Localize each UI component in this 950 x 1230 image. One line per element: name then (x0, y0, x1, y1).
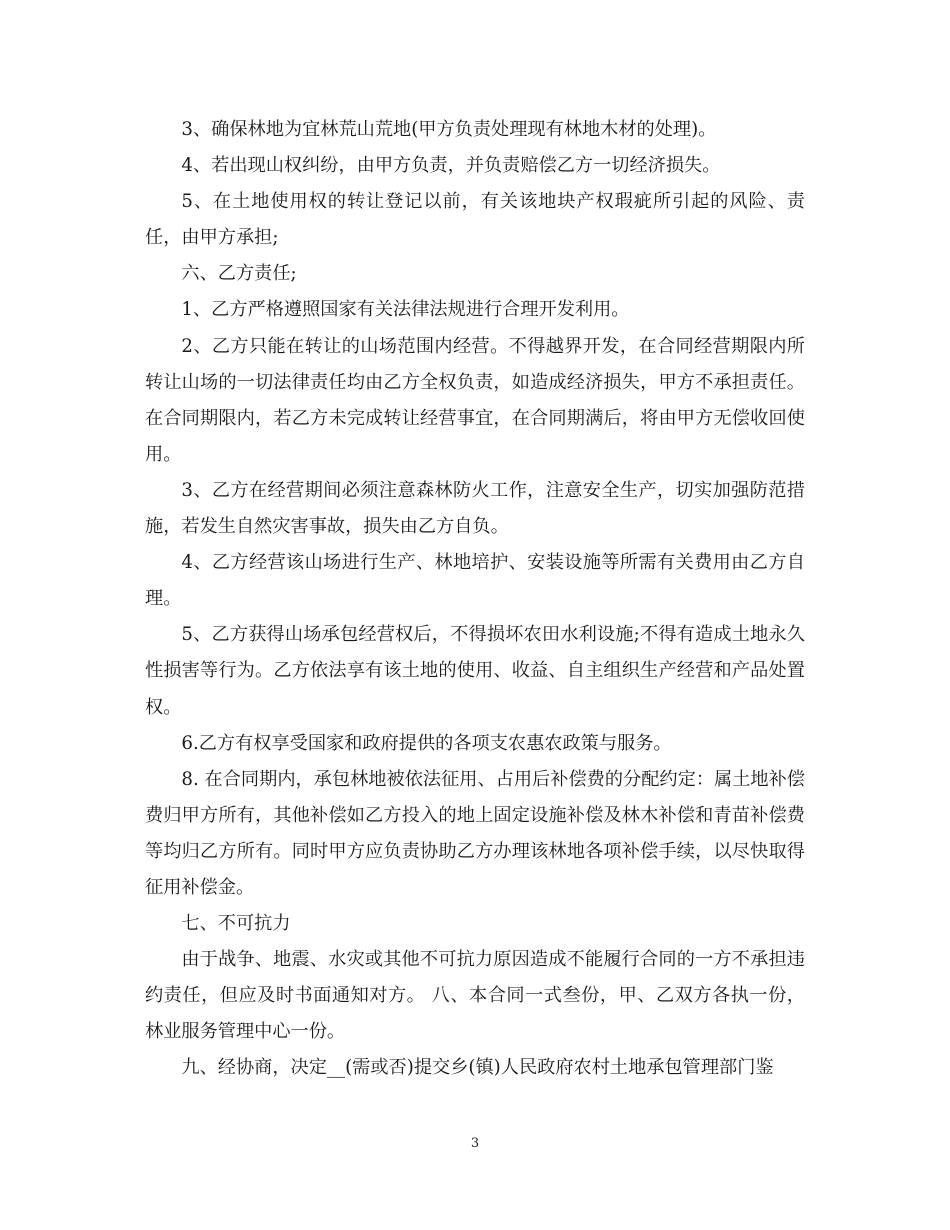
clause-b6-policy-benefits: 6.乙方有权享受国家和政府提供的各项支农惠农政策与服务。 (181, 732, 672, 754)
clause-3-land-suitability: 3、确保林地为宜林荒山荒地(甲方负责处理现有林地木材的处理)。 (181, 119, 717, 140)
clause-b1-legal-compliance: 1、乙方严格遵照国家有关法律法规进行合理开发利用。 (181, 299, 630, 321)
clause-b4-costs: 4、乙方经营该山场进行生产、林地培护、安装设施等所需有关费用由乙方自理。 (145, 552, 805, 610)
clause-5-transfer-registration: 5、在土地使用权的转让登记以前，有关该地块产权瑕疵所引起的风险、责任，由甲方承担; (145, 191, 805, 249)
clause-b2-operating-scope: 2、乙方只能在转让的山场范围内经营。不得越界开发，在合同经营期限内所转让山场的一切法律责任均由乙方全权负责，如造成经济损失，甲方不承担责任。在合同期限内，若乙方未完成转让经营事宜，在合同期满后，将由甲方无偿收回使用。 (145, 335, 805, 465)
page-number: 3 (470, 1136, 480, 1151)
section-heading-party-b-responsibility: 六、乙方责任; (181, 263, 297, 285)
section-heading-force-majeure: 七、不可抗力 (181, 913, 291, 935)
clause-force-majeure-and-copies: 由于战争、地震、水灾或其他不可抗力原因造成不能履行合同的一方不承担违约责任，但应及时书面通知对方。 八、本合同一式叁份，甲、乙双方各执一份，林业服务管理中心一份。 (145, 949, 805, 1043)
clause-b5-land-protection: 5、乙方获得山场承包经营权后，不得损坏农田水利设施;不得有造成土地永久性损害等行为。乙方依法享有该土地的使用、收益、自主组织生产经营和产品处置权。 (145, 624, 805, 718)
document-body (145, 112, 805, 1087)
clause-4-mountain-rights-dispute: 4、若出现山权纠纷，由甲方负责，并负责赔偿乙方一切经济损失。 (181, 155, 721, 177)
clause-8-compensation: 8. 在合同期内，承包林地被依法征用、占用后补偿费的分配约定：属土地补偿费归甲方所有，其他补偿如乙方投入的地上固定设施补偿及林木补偿和青苗补偿费等均归乙方所有。同时甲方应负责协助乙方办理该林地各项补偿手续，以尽快取得征用补偿金。 (145, 768, 805, 898)
clause-b3-fire-safety: 3、乙方在经营期间必须注意森林防火工作，注意安全生产，切实加强防范措施，若发生自然灾害事故，损失由乙方自负。 (145, 479, 805, 538)
clause-9-negotiation: 九、经协商，决定__(需或否)提交乡(镇)人民政府农村土地承包管理部门鉴 (181, 1057, 774, 1079)
